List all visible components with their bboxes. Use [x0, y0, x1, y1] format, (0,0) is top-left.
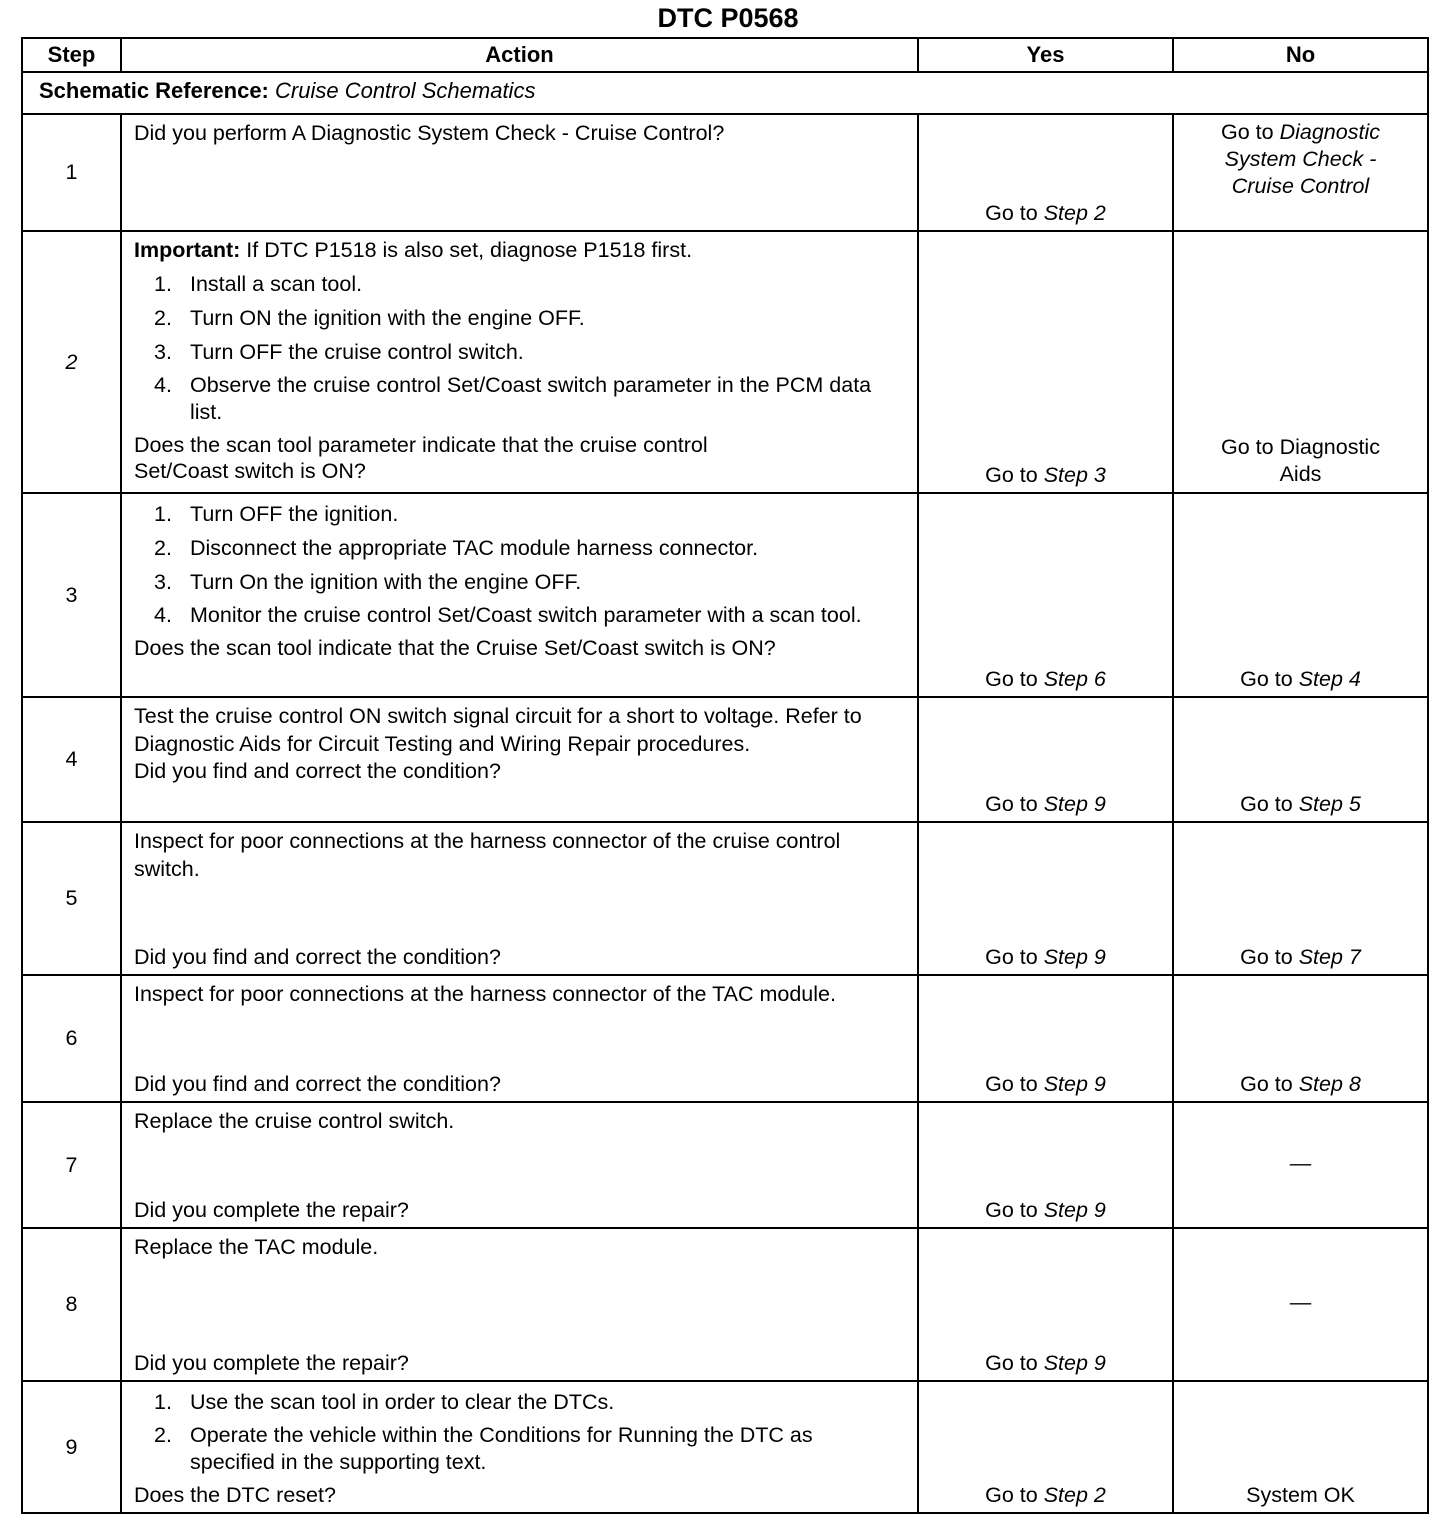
important-note	[134, 236, 907, 264]
list-item: 3. Turn OFF the cruise control switch.	[154, 340, 524, 364]
yes-prefix: Go to	[985, 792, 1038, 816]
yes-link[interactable]: Step 2	[1043, 201, 1106, 225]
no-prefix: Go to	[1240, 1072, 1293, 1096]
no-cell	[1173, 231, 1428, 493]
yes-link[interactable]: Step 6	[1043, 667, 1106, 691]
schematic-reference	[22, 72, 1428, 114]
table-row	[22, 1228, 1428, 1381]
action-question: Does the scan tool parameter indicate that the cruise control Set/Coast switch is ON?	[134, 433, 708, 483]
action-question: Did you find and correct the condition?	[134, 945, 501, 969]
table-row	[22, 697, 1428, 822]
yes-link[interactable]: Step 9	[1043, 792, 1106, 816]
action-cell	[121, 697, 918, 822]
yes-cell	[918, 231, 1173, 493]
yes-cell	[918, 822, 1173, 975]
list-item: 1. Turn OFF the ignition.	[154, 502, 399, 526]
list-item: 2. Turn ON the ignition with the engine OFF.	[154, 306, 585, 330]
step-number: 5	[22, 822, 121, 975]
yes-link[interactable]: Step 9	[1043, 1198, 1106, 1222]
no-link[interactable]: Step 4	[1298, 667, 1361, 691]
no-prefix: Go to	[1240, 667, 1293, 691]
action-cell	[121, 1381, 918, 1513]
action-question: Does the DTC reset?	[134, 1483, 336, 1507]
list-item: 2. Disconnect the appropriate TAC module harness connector.	[154, 536, 759, 560]
substep-list	[134, 500, 907, 629]
step-number	[22, 231, 121, 493]
table-row	[22, 1381, 1428, 1513]
schematic-row	[22, 72, 1428, 114]
table-row	[22, 822, 1428, 975]
no-text: System OK	[1246, 1483, 1355, 1507]
step-number: 9	[22, 1381, 121, 1513]
action-text: Did you perform A Diagnostic System Check - Cruise Control?	[134, 121, 725, 145]
yes-cell	[918, 114, 1173, 231]
no-cell	[1173, 1102, 1428, 1228]
page-title: DTC P0568	[657, 3, 799, 33]
list-item: 1. Use the scan tool in order to clear the DTCs.	[154, 1390, 615, 1414]
table-row	[22, 231, 1428, 493]
no-prefix: Go to	[1240, 945, 1293, 969]
action-text: Replace the cruise control switch.	[134, 1109, 455, 1133]
no-cell	[1173, 975, 1428, 1102]
step-number: 6	[22, 975, 121, 1102]
action-text: Inspect for poor connections at the harness connector of the cruise control switch.	[134, 829, 841, 881]
yes-prefix: Go to	[985, 945, 1038, 969]
action-cell	[121, 1102, 918, 1228]
action-question: Did you find and correct the condition?	[134, 1072, 501, 1096]
no-link[interactable]: Step 7	[1298, 945, 1361, 969]
action-cell	[121, 975, 918, 1102]
important-label: Important:	[134, 238, 241, 262]
yes-cell	[918, 1102, 1173, 1228]
yes-link[interactable]: Step 9	[1043, 1072, 1106, 1096]
step-number-text: 2	[65, 349, 78, 374]
list-item: 4. Observe the cruise control Set/Coast switch parameter in the PCM data list.	[154, 373, 872, 424]
yes-prefix: Go to	[985, 1198, 1038, 1222]
list-item: 2. Operate the vehicle within the Conditions for Running the DTC as specified in the supporting text.	[154, 1423, 813, 1474]
no-link[interactable]: Step 5	[1298, 792, 1361, 816]
header-no: No	[1173, 38, 1428, 72]
table-row	[22, 114, 1428, 231]
no-text[interactable]: Go to Diagnostic Aids	[1221, 435, 1380, 486]
table-row	[22, 975, 1428, 1102]
yes-prefix: Go to	[985, 201, 1038, 225]
substep-list	[134, 1388, 907, 1476]
no-cell	[1173, 1381, 1428, 1513]
action-cell	[121, 231, 918, 493]
action-question: Did you complete the repair?	[134, 1351, 409, 1375]
substep-list	[134, 270, 907, 426]
no-prefix: Go to	[1221, 120, 1274, 144]
header-row	[22, 38, 1428, 72]
yes-cell	[918, 1228, 1173, 1381]
yes-link[interactable]: Step 9	[1043, 1351, 1106, 1375]
dtc-table	[21, 37, 1429, 1514]
header-action: Action	[121, 38, 918, 72]
yes-cell	[918, 1381, 1173, 1513]
step-number: 7	[22, 1102, 121, 1228]
action-cell	[121, 1228, 918, 1381]
yes-link[interactable]: Step 2	[1043, 1483, 1106, 1507]
action-question: Does the scan tool indicate that the Cruise Set/Coast switch is ON?	[134, 636, 776, 660]
yes-link[interactable]: Step 3	[1043, 463, 1106, 487]
action-cell	[121, 493, 918, 697]
no-dash: —	[1289, 1290, 1312, 1314]
action-cell	[121, 822, 918, 975]
yes-link[interactable]: Step 9	[1043, 945, 1106, 969]
no-cell	[1173, 114, 1428, 231]
yes-cell	[918, 697, 1173, 822]
step-number: 3	[22, 493, 121, 697]
action-cell	[121, 114, 918, 231]
no-cell	[1173, 822, 1428, 975]
action-text: Replace the TAC module.	[134, 1235, 379, 1259]
step-number: 8	[22, 1228, 121, 1381]
no-cell	[1173, 493, 1428, 697]
yes-cell	[918, 975, 1173, 1102]
yes-prefix: Go to	[985, 463, 1038, 487]
yes-prefix: Go to	[985, 1483, 1038, 1507]
important-text: If DTC P1518 is also set, diagnose P1518 first.	[246, 238, 693, 262]
step-number: 1	[22, 114, 121, 231]
no-dash: —	[1289, 1150, 1312, 1175]
no-link[interactable]: Step 8	[1298, 1072, 1361, 1096]
header-yes: Yes	[918, 38, 1173, 72]
action-question: Did you find and correct the condition?	[134, 759, 501, 783]
action-question: Did you complete the repair?	[134, 1198, 409, 1222]
schematic-value: Cruise Control Schematics	[275, 78, 536, 103]
table-row	[22, 1102, 1428, 1228]
no-prefix: Go to	[1240, 792, 1293, 816]
yes-prefix: Go to	[985, 667, 1038, 691]
action-text: Test the cruise control ON switch signal circuit for a short to voltage. Refer to Diagnostic Aids for Circuit Testing and Wiring Repair procedures.	[134, 704, 862, 756]
schematic-label: Schematic Reference:	[39, 78, 269, 103]
list-item: 1. Install a scan tool.	[154, 272, 363, 296]
header-step: Step	[22, 38, 121, 72]
no-link[interactable]: Diagnostic System Check - Cruise Control	[1224, 120, 1380, 198]
yes-prefix: Go to	[985, 1351, 1038, 1375]
table-row	[22, 493, 1428, 697]
no-cell	[1173, 697, 1428, 822]
yes-cell	[918, 493, 1173, 697]
step-number: 4	[22, 697, 121, 822]
list-item: 4. Monitor the cruise control Set/Coast switch parameter with a scan tool.	[154, 603, 862, 627]
no-cell	[1173, 1228, 1428, 1381]
list-item: 3. Turn On the ignition with the engine OFF.	[154, 570, 582, 594]
yes-prefix: Go to	[985, 1072, 1038, 1096]
action-text: Inspect for poor connections at the harness connector of the TAC module.	[134, 982, 836, 1006]
